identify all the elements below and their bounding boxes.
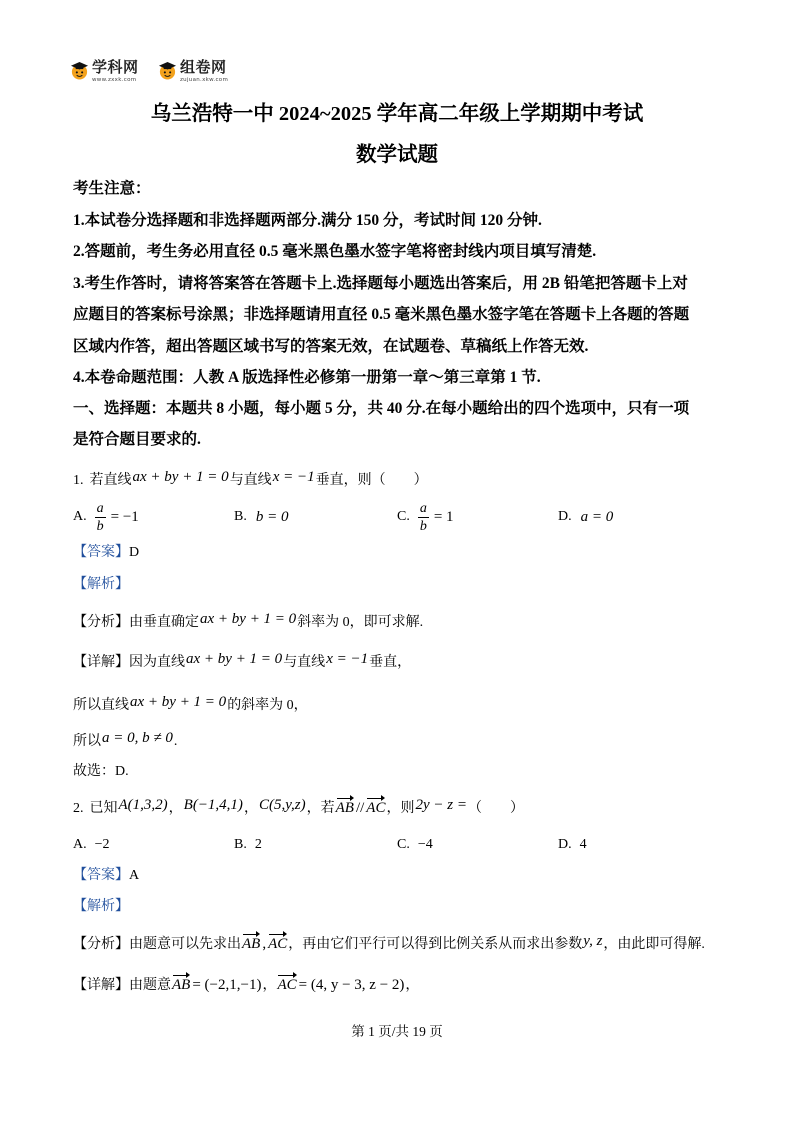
q1-answer <box>73 543 139 563</box>
option-label: D. <box>558 509 572 524</box>
q2-stem-text: 已知 <box>89 801 118 816</box>
xiangjie-equation-2: x = −1 <box>326 651 369 667</box>
vector-ab: AB <box>335 800 354 816</box>
xiangjie-text: ， <box>262 978 277 993</box>
q1-stem <box>73 470 428 491</box>
option-value: 2 <box>254 837 262 852</box>
xiangjie-tag: 【详解】 <box>73 978 129 993</box>
option-expr: a = 0 <box>580 508 614 525</box>
fraction-denominator: b <box>96 518 104 534</box>
q2-option-d[interactable] <box>558 828 587 862</box>
option-value: −4 <box>417 837 433 852</box>
option-label: C. <box>397 837 410 852</box>
vector-ac-value: = (4, y − 3, z − 2) <box>298 977 405 993</box>
notice-heading: 考生注意： <box>73 180 151 197</box>
xuekewang-logo-text <box>92 58 139 84</box>
option-label: A. <box>73 837 87 852</box>
option-value: −2 <box>94 837 110 852</box>
fenxi-tag: 【分析】 <box>73 615 129 630</box>
option-value: 4 <box>579 837 587 852</box>
q1-solution-line <box>73 731 177 752</box>
zujuanwang-logo-url: zujuan.xkw.com <box>180 77 229 83</box>
xuekewang-logo[interactable] <box>70 58 139 88</box>
solution-text: 所以 <box>73 734 101 749</box>
q1-option-b[interactable] <box>234 500 289 534</box>
fenxi-text: 由垂直确定 <box>129 615 199 630</box>
xuekewang-logo-url: www.zxxk.com <box>92 77 137 83</box>
notice-line: 2.答题前，考生务必用直径 0.5 毫米黑色墨水签字笔将密封线内项目填写清楚. <box>73 243 597 260</box>
q2-answer <box>73 866 139 886</box>
option-rest: = 1 <box>433 508 454 525</box>
answer-value: D <box>129 545 140 560</box>
q2-stem-text: ，则 <box>386 801 415 816</box>
q1-option-c[interactable] <box>397 500 455 534</box>
q2-jiexi-tag: 【解析】 <box>73 899 129 914</box>
q1-equation-1: ax + by + 1 = 0 <box>132 469 229 485</box>
option-label: A. <box>73 509 87 524</box>
q2-fenxi <box>73 934 705 955</box>
q1-xiangjie <box>73 652 411 673</box>
notice-line: 应题目的答案标号涂黑；非选择题请用直径 0.5 毫米黑色墨水签字笔在答题卡上各题的答题 <box>73 306 690 323</box>
q2-expression: 2y − z = <box>415 797 467 813</box>
q2-sep: ， <box>243 801 258 816</box>
q2-number: 2. <box>73 801 84 816</box>
solution-text: . <box>173 734 178 749</box>
exam-title: 乌兰浩特一中 2024~2025 学年高二年级上学期期中考试 <box>150 103 644 125</box>
xiangjie-text: 垂直， <box>369 655 412 670</box>
fenxi-params: y, z <box>583 933 603 949</box>
q2-stem-text: （ ） <box>467 801 524 816</box>
q1-conclusion: 故选：D. <box>73 764 129 779</box>
fraction <box>418 501 429 534</box>
notice-line: 1.本试卷分选择题和非选择题两部分.满分 150 分，考试时间 120 分钟. <box>73 212 542 229</box>
q1-jiexi-tag: 【解析】 <box>73 577 129 592</box>
zujuanwang-logo-name: 组卷网 <box>180 58 227 76</box>
q2-option-b[interactable] <box>234 828 262 862</box>
section-heading-cont: 是符合题目要求的. <box>73 431 201 448</box>
solution-text: 的斜率为 0， <box>227 698 308 713</box>
xiangjie-text: 与直线 <box>283 655 326 670</box>
fraction <box>95 501 106 534</box>
option-expr: b = 0 <box>255 508 289 525</box>
section-heading: 一、选择题：本题共 8 小题，每小题 5 分，共 40 分.在每小题给出的四个选项中，只有一项 <box>73 400 690 417</box>
vector-ab: AB <box>172 977 191 993</box>
vector-ac: AC <box>268 936 288 952</box>
point-a: A(1,3,2) <box>118 797 168 813</box>
q1-equation-2: x = −1 <box>272 469 315 485</box>
zujuanwang-logo-text <box>180 58 228 84</box>
notice-line: 4.本卷命题范围：人教 A 版选择性必修第一册第一章～第三章第 1 节. <box>73 369 541 386</box>
q1-stem-text: 与直线 <box>229 473 272 488</box>
zujuanwang-logo[interactable] <box>158 58 228 88</box>
notice-line: 3.考生作答时，请将答案答在答题卡上.选择题每小题选出答案后，用 2B 铅笔把答题卡上对 <box>73 275 688 292</box>
fraction-numerator: a <box>419 500 427 516</box>
vector-ac: AC <box>366 800 386 816</box>
vector-ab-value: = (−2,1,−1) <box>192 977 262 993</box>
xuekewang-logo-name: 学科网 <box>92 58 139 76</box>
option-label: C. <box>397 509 410 524</box>
fraction-denominator: b <box>419 518 427 534</box>
point-b: B(−1,4,1) <box>183 797 243 813</box>
q1-stem-text: 若直线 <box>89 473 132 488</box>
q2-option-c[interactable] <box>397 828 433 862</box>
fenxi-text: ，再由它们平行可以得到比例关系从而求出参数 <box>288 937 583 952</box>
q1-fenxi <box>73 612 423 633</box>
page-footer: 第 1 页/共 19 页 <box>351 1024 443 1039</box>
comma: , <box>262 936 267 952</box>
xiangjie-text: 因为直线 <box>129 655 185 670</box>
fenxi-text: 由题意可以先求出 <box>129 937 241 952</box>
option-label: D. <box>558 837 572 852</box>
solution-equation: ax + by + 1 = 0 <box>130 694 227 710</box>
xiangjie-text: ， <box>405 978 420 993</box>
exam-subtitle: 数学试题 <box>356 144 438 166</box>
xiangjie-text: 由题意 <box>129 978 171 993</box>
q2-sep: ， <box>168 801 183 816</box>
q2-xiangjie <box>73 975 419 996</box>
answer-tag: 【答案】 <box>73 868 129 883</box>
q2-option-a[interactable] <box>73 828 110 862</box>
notice-line: 区域内作答，超出答题区域书写的答案无效，在试题卷、草稿纸上作答无效. <box>73 338 589 355</box>
fraction-numerator: a <box>96 500 104 516</box>
q1-option-a[interactable] <box>73 500 140 534</box>
q1-solution-line <box>73 695 308 716</box>
xuekewang-logo-icon <box>70 61 89 80</box>
q2-stem <box>73 798 524 819</box>
solution-text: 所以直线 <box>73 698 129 713</box>
option-label: B. <box>234 837 247 852</box>
xiangjie-equation-1: ax + by + 1 = 0 <box>186 651 283 667</box>
fenxi-text: ，由此即可得解. <box>603 937 705 952</box>
vector-ac: AC <box>277 977 297 993</box>
fenxi-equation: ax + by + 1 = 0 <box>200 611 297 627</box>
option-rest: = −1 <box>110 508 139 525</box>
q2-stem-text: ，若 <box>306 801 335 816</box>
answer-value: A <box>129 868 140 883</box>
zujuanwang-logo-icon <box>158 61 177 80</box>
q1-number: 1. <box>73 473 84 488</box>
option-label: B. <box>234 509 247 524</box>
solution-equation: a = 0, b ≠ 0 <box>102 730 173 746</box>
vector-ab: AB <box>242 936 261 952</box>
fenxi-text: 斜率为 0，即可求解. <box>297 615 424 630</box>
answer-tag: 【答案】 <box>73 545 129 560</box>
point-c: C(5,y,z) <box>258 797 306 813</box>
parallel-symbol: // <box>355 800 365 816</box>
q1-stem-text: 垂直，则（ ） <box>315 473 428 488</box>
fenxi-tag: 【分析】 <box>73 937 129 952</box>
q1-option-d[interactable] <box>558 500 614 534</box>
xiangjie-tag: 【详解】 <box>73 655 129 670</box>
